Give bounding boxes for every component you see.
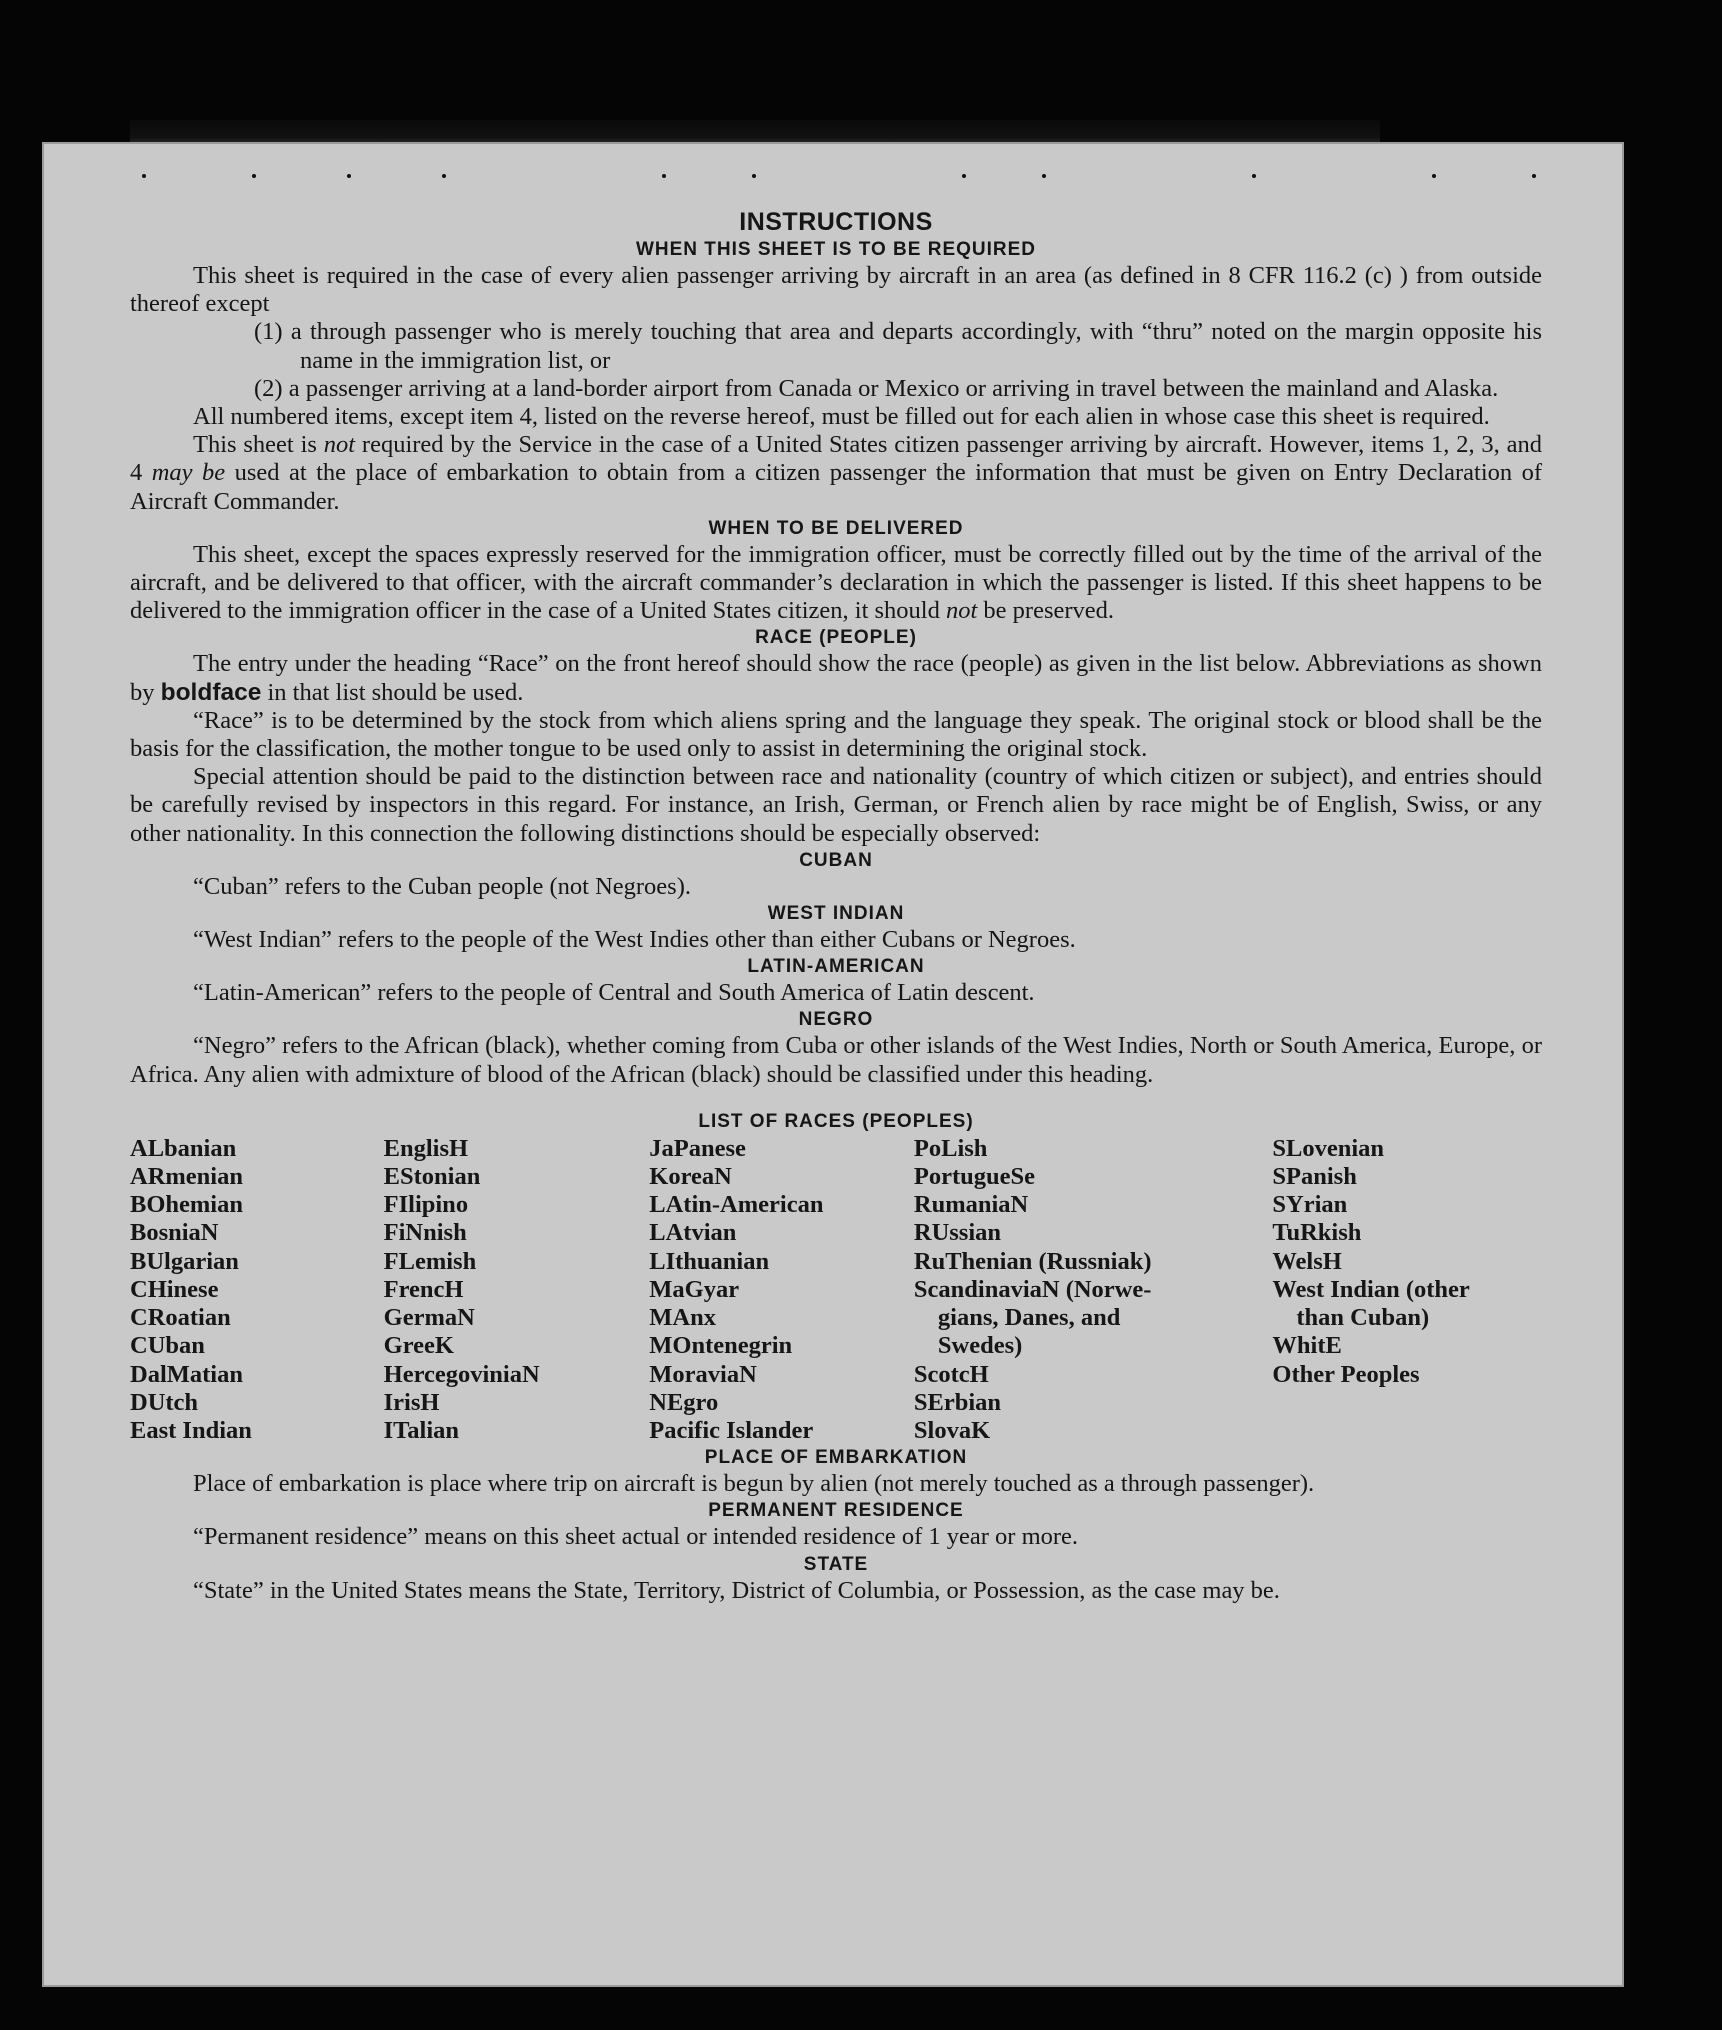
race-entry: ALbanian xyxy=(130,1134,237,1162)
race-entry: PoLish xyxy=(913,1134,988,1162)
race-entry: KoreaN xyxy=(649,1163,732,1191)
section-heading-when-delivered: WHEN TO BE DELIVERED xyxy=(708,517,964,539)
race-entry: LAtvian xyxy=(649,1219,737,1247)
distinction-heading-west-indian: WEST INDIAN xyxy=(767,903,905,925)
perforation-dots xyxy=(102,174,1574,184)
race-entry: SLovenian xyxy=(1272,1134,1385,1162)
race-entry: FLemish xyxy=(383,1247,477,1275)
exception-item-2: (2) a passenger arriving at a land-border airport from Canada or Mexico or arriving in travel between the mainland and Alaska. xyxy=(254,374,1499,402)
instructions-content xyxy=(130,208,1542,1605)
race-entry: MOntenegrin xyxy=(649,1332,793,1360)
race-entry: SErbian xyxy=(913,1388,1002,1416)
race-entry: SlovaK xyxy=(913,1416,991,1444)
distinction-heading-negro: NEGRO xyxy=(798,1009,874,1031)
race-entry: CRoatian xyxy=(130,1304,231,1332)
race-entry: ScotcH xyxy=(913,1360,989,1388)
race-entry: BosniaN xyxy=(130,1219,219,1247)
citizen-paragraph: This sheet is not required by the Service in the case of a United States citizen passenger arriving by aircraft. However, items 1, 2, 3, and 4 may be used at the place of embarkation to obtain from a citizen passenger the information that must be given on Entry Declaration of Aircraft Commander. xyxy=(130,431,1543,515)
race-entry: BUlgarian xyxy=(130,1247,239,1275)
race-paragraph-1: The entry under the heading “Race” on the front hereof should show the race (people) as given in the list below. Abbreviations as shown by boldface in that list should be used. xyxy=(130,650,1542,706)
race-entry: DUtch xyxy=(130,1388,199,1416)
section-heading-embarkation: PLACE OF EMBARKATION xyxy=(704,1447,968,1469)
race-entry: ScandinaviaN (Norwe- xyxy=(913,1275,1152,1303)
race-entry: EStonian xyxy=(383,1163,481,1191)
race-entry: HercegoviniaN xyxy=(383,1360,540,1388)
race-entry: PortugueSe xyxy=(913,1163,1036,1191)
race-entry: FIlipino xyxy=(383,1191,469,1219)
race-entry: MaGyar xyxy=(649,1275,740,1303)
distinction-heading-latin-american: LATIN-AMERICAN xyxy=(747,956,925,978)
distinction-heading-cuban: CUBAN xyxy=(799,849,873,871)
page-title: INSTRUCTIONS xyxy=(739,208,933,236)
race-entry: Pacific Islander xyxy=(649,1416,814,1444)
race-entry: GreeK xyxy=(383,1332,454,1360)
race-entry: RuThenian (Russniak) xyxy=(913,1247,1152,1275)
numbered-items-paragraph: All numbered items, except item 4, listed on the reverse hereof, must be filled out for each alien in whose case this sheet is required. xyxy=(193,403,1490,431)
section-heading-state: STATE xyxy=(803,1553,869,1575)
race-entry: CHinese xyxy=(130,1275,219,1303)
race-entry: TuRkish xyxy=(1272,1219,1362,1247)
race-entry: FrencH xyxy=(383,1275,464,1303)
distinction-text-negro: “Negro” refers to the African (black), whether coming from Cuba or other islands of the West Indies, North or South America, Europe, or Africa. Any alien with admixture of blood of the African (black) should be classified under this heading. xyxy=(130,1032,1542,1088)
race-entry: ARmenian xyxy=(130,1163,243,1191)
race-entry: Other Peoples xyxy=(1272,1360,1420,1388)
races-column-4 xyxy=(914,1135,1273,1445)
race-entry: DalMatian xyxy=(130,1360,243,1388)
race-paragraph-3: Special attention should be paid to the distinction between race and nationality (country of which citizen or subject), and entries should be carefully revised by inspectors in this regard. For instance, an Irish, German, or French alien by race might be of English, Swiss, or any other nationality. In this connection the following distinctions should be especially observed: xyxy=(130,763,1542,847)
race-entry: than Cuban) xyxy=(1296,1304,1430,1332)
residence-text: “Permanent residence” means on this sheet actual or intended residence of 1 year or more. xyxy=(193,1523,1079,1551)
races-column-3 xyxy=(649,1135,914,1445)
when-required-intro: This sheet is required in the case of every alien passenger arriving by aircraft in an area (as defined in 8 CFR 116.2 (c) ) from outside thereof except xyxy=(130,262,1542,318)
state-text: “State” in the United States means the State, Territory, District of Columbia, or Possession, as the case may be. xyxy=(193,1576,1280,1604)
race-entry: MoraviaN xyxy=(649,1360,757,1388)
race-entry: West Indian (other xyxy=(1272,1275,1470,1303)
race-entry: East Indian xyxy=(130,1416,252,1444)
races-column-1 xyxy=(130,1135,384,1445)
race-entry: GermaN xyxy=(383,1304,475,1332)
race-entry: LIthuanian xyxy=(649,1247,770,1275)
distinction-text-latin-american: “Latin-American” refers to the people of Central and South America of Latin descent. xyxy=(193,979,1035,1007)
distinction-text-cuban: “Cuban” refers to the Cuban people (not Negroes). xyxy=(193,872,691,900)
race-entry: LAtin-American xyxy=(649,1191,824,1219)
delivery-paragraph: This sheet, except the spaces expressly reserved for the immigration officer, must be correctly filled out by the time of the arrival of the aircraft, and be delivered to that officer, with the aircraft commander’s declaration in which the passenger is listed. If this sheet happens to be delivered to the immigration officer in the case of a United States citizen, it should not be preserved. xyxy=(130,540,1542,625)
race-entry: WelsH xyxy=(1272,1247,1342,1275)
embarkation-text: Place of embarkation is place where trip on aircraft is begun by alien (not merely touched as a through passenger). xyxy=(193,1470,1315,1498)
race-entry: BOhemian xyxy=(130,1191,243,1219)
race-entry: SPanish xyxy=(1272,1163,1357,1191)
section-heading-when-required: WHEN THIS SHEET IS TO BE REQUIRED xyxy=(635,239,1037,260)
race-entry: RumaniaN xyxy=(913,1191,1029,1219)
race-entry: IrisH xyxy=(383,1388,440,1416)
section-heading-residence: PERMANENT RESIDENCE xyxy=(708,1500,964,1522)
race-entry: EnglisH xyxy=(383,1134,469,1162)
race-entry: FiNnish xyxy=(383,1219,467,1247)
distinction-text-west-indian: “West Indian” refers to the people of the West Indies other than either Cubans or Negroes. xyxy=(193,926,1076,954)
race-entry: CUban xyxy=(130,1332,205,1360)
race-entry: JaPanese xyxy=(649,1134,746,1162)
race-entry: SYrian xyxy=(1272,1191,1348,1219)
race-entry: NEgro xyxy=(649,1388,719,1416)
race-entry: MAnx xyxy=(649,1304,716,1332)
race-entry: RUssian xyxy=(913,1219,1002,1247)
exception-item-1: (1) a through passenger who is merely touching that area and departs accordingly, with “thru” noted on the margin opposite his name in the immigration list, or xyxy=(254,318,1542,374)
races-list-heading: LIST OF RACES (PEOPLES) xyxy=(698,1110,974,1132)
instruction-sheet xyxy=(42,142,1624,1987)
races-list xyxy=(130,1135,1542,1445)
races-column-2 xyxy=(384,1135,650,1445)
race-entry: WhitE xyxy=(1272,1332,1342,1360)
race-entry: gians, Danes, and xyxy=(937,1304,1121,1332)
section-heading-race: RACE (PEOPLE) xyxy=(755,627,917,649)
race-entry: ITalian xyxy=(383,1416,460,1444)
race-paragraph-2: “Race” is to be determined by the stock from which aliens spring and the language they speak. The original stock or blood shall be the basis for the classification, the mother tongue to be used only to assist in determining the original stock. xyxy=(130,706,1542,763)
race-entry: Swedes) xyxy=(937,1332,1023,1360)
races-column-5 xyxy=(1272,1135,1542,1445)
